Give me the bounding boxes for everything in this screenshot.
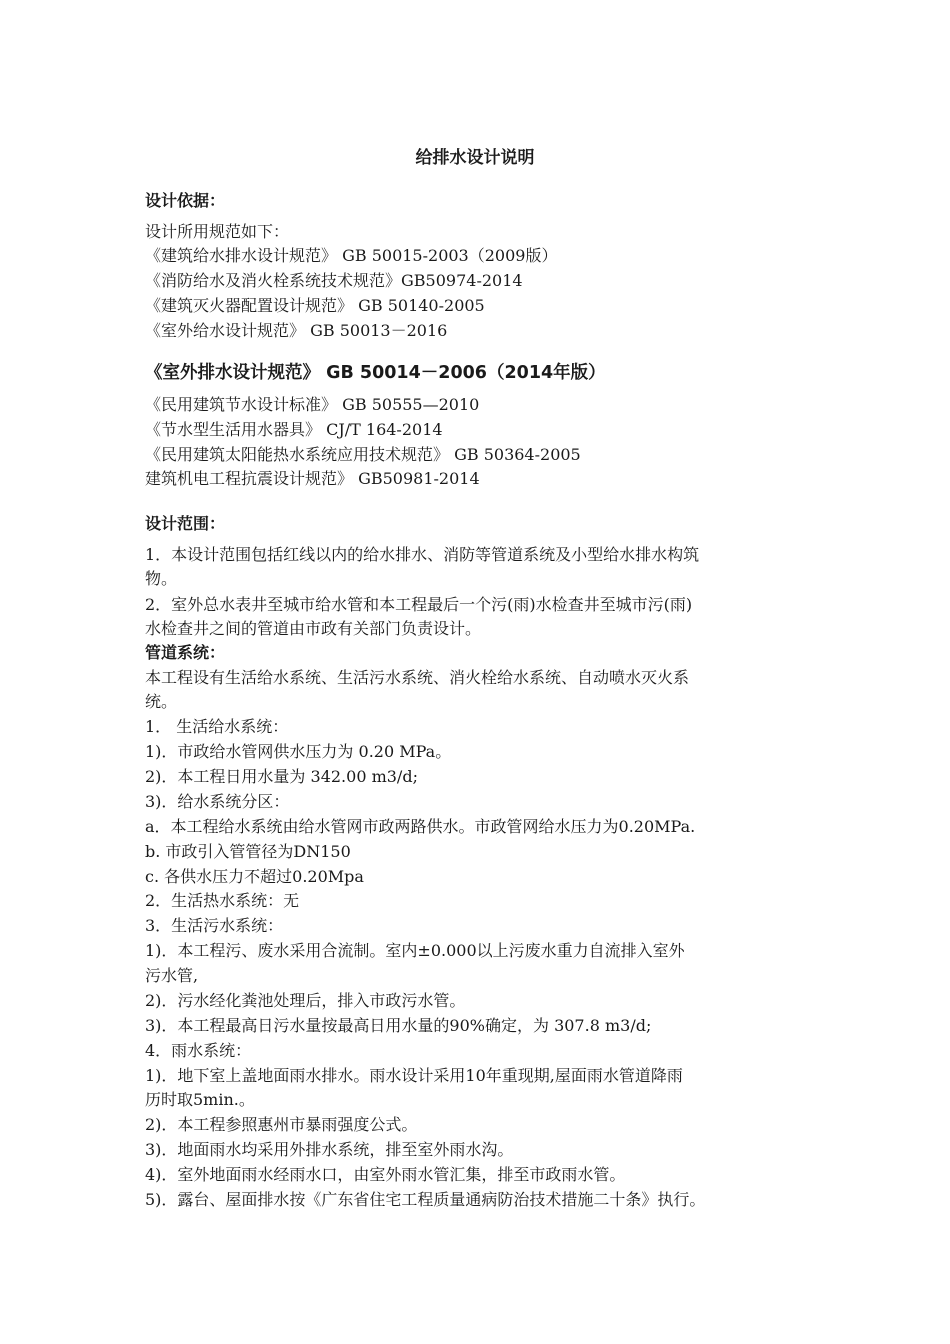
- basis-intro: 设计所用规范如下：: [145, 222, 290, 241]
- standard-line: 建筑机电工程抗震设计规范》 GB50981-2014: [145, 469, 480, 488]
- pipes-line: 统。: [145, 692, 178, 711]
- pipes-line: 4．雨水系统：: [145, 1041, 252, 1060]
- scope-heading: 设计范围：: [145, 514, 226, 533]
- pipes-line: 1． 生活给水系统：: [145, 717, 289, 736]
- pipes-line: 2)．污水经化粪池处理后，排入市政污水管。: [145, 991, 466, 1010]
- scope-line: 2．室外总水表井至城市给水管和本工程最后一个污(雨)水检查井至城市污(雨): [145, 595, 693, 614]
- pipes-line: c. 各供水压力不超过0.20Mpa: [145, 867, 364, 886]
- standard-line: 《建筑灭火器配置设计规范》 GB 50140-2005: [145, 296, 485, 315]
- standard-line: 《室外给水设计规范》 GB 50013－2016: [145, 321, 448, 340]
- pipes-line: 污水管,: [145, 966, 199, 985]
- standard-line: 《建筑给水排水设计规范》 GB 50015-2003（2009版）: [145, 246, 558, 265]
- pipes-line: 2．生活热水系统：无: [145, 891, 300, 910]
- pipes-line: 2)．本工程参照惠州市暴雨强度公式。: [145, 1115, 418, 1134]
- standard-line: 《节水型生活用水器具》 CJ/T 164-2014: [145, 420, 443, 439]
- scope-line: 物。: [145, 569, 178, 588]
- pipes-line: 3．生活污水系统：: [145, 916, 284, 935]
- pipes-line: b. 市政引入管管径为DN150: [145, 842, 351, 861]
- basis-heading: 设计依据：: [145, 191, 226, 210]
- pipes-line: 本工程设有生活给水系统、生活污水系统、消火栓给水系统、自动喷水灭火系: [145, 668, 690, 687]
- pipes-line: 1)．地下室上盖地面雨水排水。雨水设计采用10年重现期,屋面雨水管道降雨: [145, 1066, 683, 1085]
- document-title: 给排水设计说明: [415, 148, 535, 168]
- scope-line: 1．本设计范围包括红线以内的给水排水、消防等管道系统及小型给水排水构筑: [145, 545, 700, 564]
- standard-emphasized: 《室外排水设计规范》 GB 50014－2006（2014年版）: [145, 363, 606, 383]
- pipes-line: 2)．本工程日用水量为 342.00 m3/d;: [145, 767, 418, 786]
- pipes-line: 1)．市政给水管网供水压力为 0.20 MPa。: [145, 742, 452, 761]
- pipes-line: 4)．室外地面雨水经雨水口，由室外雨水管汇集，排至市政雨水管。: [145, 1165, 626, 1184]
- pipes-line: 3)．本工程最高日污水量按最高日用水量的90%确定，为 307.8 m3/d;: [145, 1016, 652, 1035]
- scope-line: 水检查井之间的管道由市政有关部门负责设计。: [145, 619, 482, 638]
- pipes-line: 5)．露台、屋面排水按《广东省住宅工程质量通病防治技术措施二十条》执行。: [145, 1190, 706, 1209]
- pipes-heading: 管道系统：: [145, 643, 226, 662]
- pipes-line: a．本工程给水系统由给水管网市政两路供水。市政管网给水压力为0.20MPa.: [145, 817, 696, 836]
- pipes-line: 历时取5min.。: [145, 1090, 255, 1109]
- pipes-line: 3)．给水系统分区：: [145, 792, 290, 811]
- pipes-line: 1)．本工程污、废水采用合流制。室内±0.000以上污废水重力自流排入室外: [145, 941, 685, 960]
- standard-line: 《民用建筑太阳能热水系统应用技术规范》 GB 50364-2005: [145, 445, 581, 464]
- pipes-line: 3)．地面雨水均采用外排水系统，排至室外雨水沟。: [145, 1140, 514, 1159]
- standard-line: 《消防给水及消火栓系统技术规范》GB50974-2014: [145, 271, 523, 290]
- standard-line: 《民用建筑节水设计标准》 GB 50555—2010: [145, 395, 480, 414]
